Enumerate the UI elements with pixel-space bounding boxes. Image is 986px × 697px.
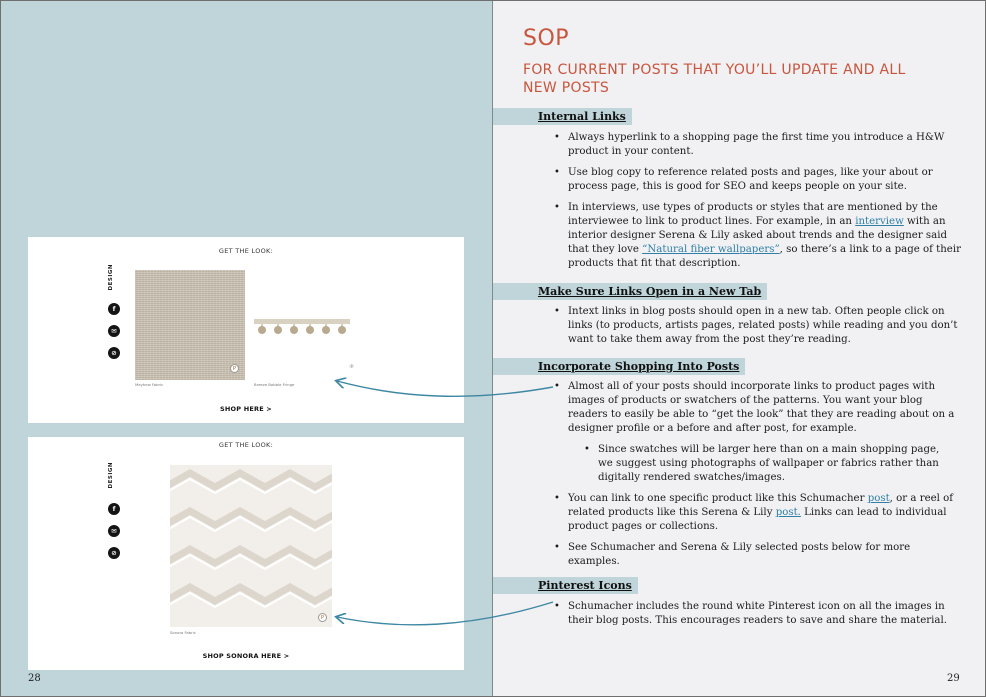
swatch-caption: Sonora Fabric [170,630,196,635]
list-item-text: See Schumacher and Serena & Lily selected posts below for more examples. [568,542,911,567]
list-item-text: , or a reel of related products like this Serena & Lily [568,493,954,518]
list-item-text: Since swatches will be larger here than on a main shopping page, we suggest using photographs of wallpaper or fabrics rather than digitally rendered swatches/images. [598,444,940,483]
design-side-label: DESIGN [108,462,114,489]
design-side-label: DESIGN [108,264,114,291]
list-item-text: Links can lead to individual product pages or collections. [568,507,947,532]
page-number-right: 29 [947,673,960,684]
natural-fiber-wallpapers-link[interactable]: “Natural fiber wallpapers” [642,244,780,255]
list-item [568,492,963,534]
section-heading-pinterest: Pinterest Icons [493,577,638,594]
list-item [568,166,963,194]
serena-lily-post-link[interactable]: post. [775,507,801,518]
shop-here-link[interactable]: SHOP HERE > [220,405,272,413]
list-item-text: , so there’s a link to a page of their products that fit that description. [568,244,961,269]
list-item-text: You can link to one specific product like this Schumacher [568,493,868,504]
pinterest-small-icon[interactable]: ℗ [349,364,354,370]
swatch-caption: Mayhew Fabric [135,382,164,387]
email-icon[interactable]: ✉ [108,525,120,537]
pinterest-list [568,600,963,635]
link-icon[interactable]: ⊘ [108,547,120,559]
list-item-text: Schumacher includes the round white Pinterest icon on all the images in their blog posts. This encourages readers to save and share the material. [568,601,947,626]
list-item [568,380,963,436]
list-item-text: In interviews, use types of products or styles that are mentioned by the interviewee to link to product lines. For example, in an [568,202,938,227]
page-title: SOP [523,26,570,51]
list-item-text: Almost all of your posts should incorporate links to product pages with images of products or swatchers of the patterns. You want your blog readers to easily be able to “get the look” that they are reading about on a designer profile or a before and after post, for example. [568,381,955,434]
interview-link[interactable]: interview [855,216,904,227]
list-item [568,541,963,569]
internal-links-list [568,131,963,278]
schumacher-post-link[interactable]: post [867,493,890,504]
list-item-text: Use blog copy to reference related posts and pages, like your about or process page, this is good for SEO and keeps people on your site. [568,167,933,192]
list-item-text: Intext links in blog posts should open in a new tab. Often people click on links (to products, artists pages, related posts) while reading and you don’t want to take them away from the post they’re reading. [568,306,958,345]
pinterest-icon[interactable]: P [230,364,239,373]
get-the-look-title: GET THE LOOK: [218,247,274,255]
bobble-fringe-trim-image[interactable] [254,319,350,335]
list-item [568,305,963,347]
facebook-icon[interactable]: f [108,303,120,315]
new-tab-list [568,305,963,354]
link-icon[interactable]: ⊘ [108,347,120,359]
facebook-icon[interactable]: f [108,503,120,515]
get-the-look-card-1 [28,237,464,423]
page-number-left: 28 [28,673,41,684]
trim-caption: Breeze Bobble Fringe [254,382,295,387]
section-heading-new-tab: Make Sure Links Open in a New Tab [493,283,767,300]
section-heading-internal-links: Internal Links [493,108,632,125]
pinterest-icon[interactable]: P [318,613,327,622]
list-item [568,201,963,271]
list-item [568,131,963,159]
left-page [0,0,492,697]
mayhew-fabric-swatch[interactable] [135,270,245,380]
get-the-look-card-2 [28,437,464,670]
sonora-fabric-swatch[interactable] [170,465,332,627]
shop-sonora-link[interactable]: SHOP SONORA HERE > [202,652,290,660]
shopping-list [568,380,963,576]
list-item [568,600,963,628]
section-heading-shopping: Incorporate Shopping Into Posts [493,358,745,375]
email-icon[interactable]: ✉ [108,325,120,337]
sub-list-item [598,443,948,485]
get-the-look-title: GET THE LOOK: [218,441,274,449]
page-subtitle: FOR CURRENT POSTS THAT YOU’LL UPDATE AND ALL NEW POSTS [523,62,906,96]
list-item-text: with an interior designer Serena & Lily asked about trends and the designer said that they love [568,216,948,255]
list-item-text: Always hyperlink to a shopping page the first time you introduce a H&W product in your content. [568,132,945,157]
right-page [493,0,986,697]
